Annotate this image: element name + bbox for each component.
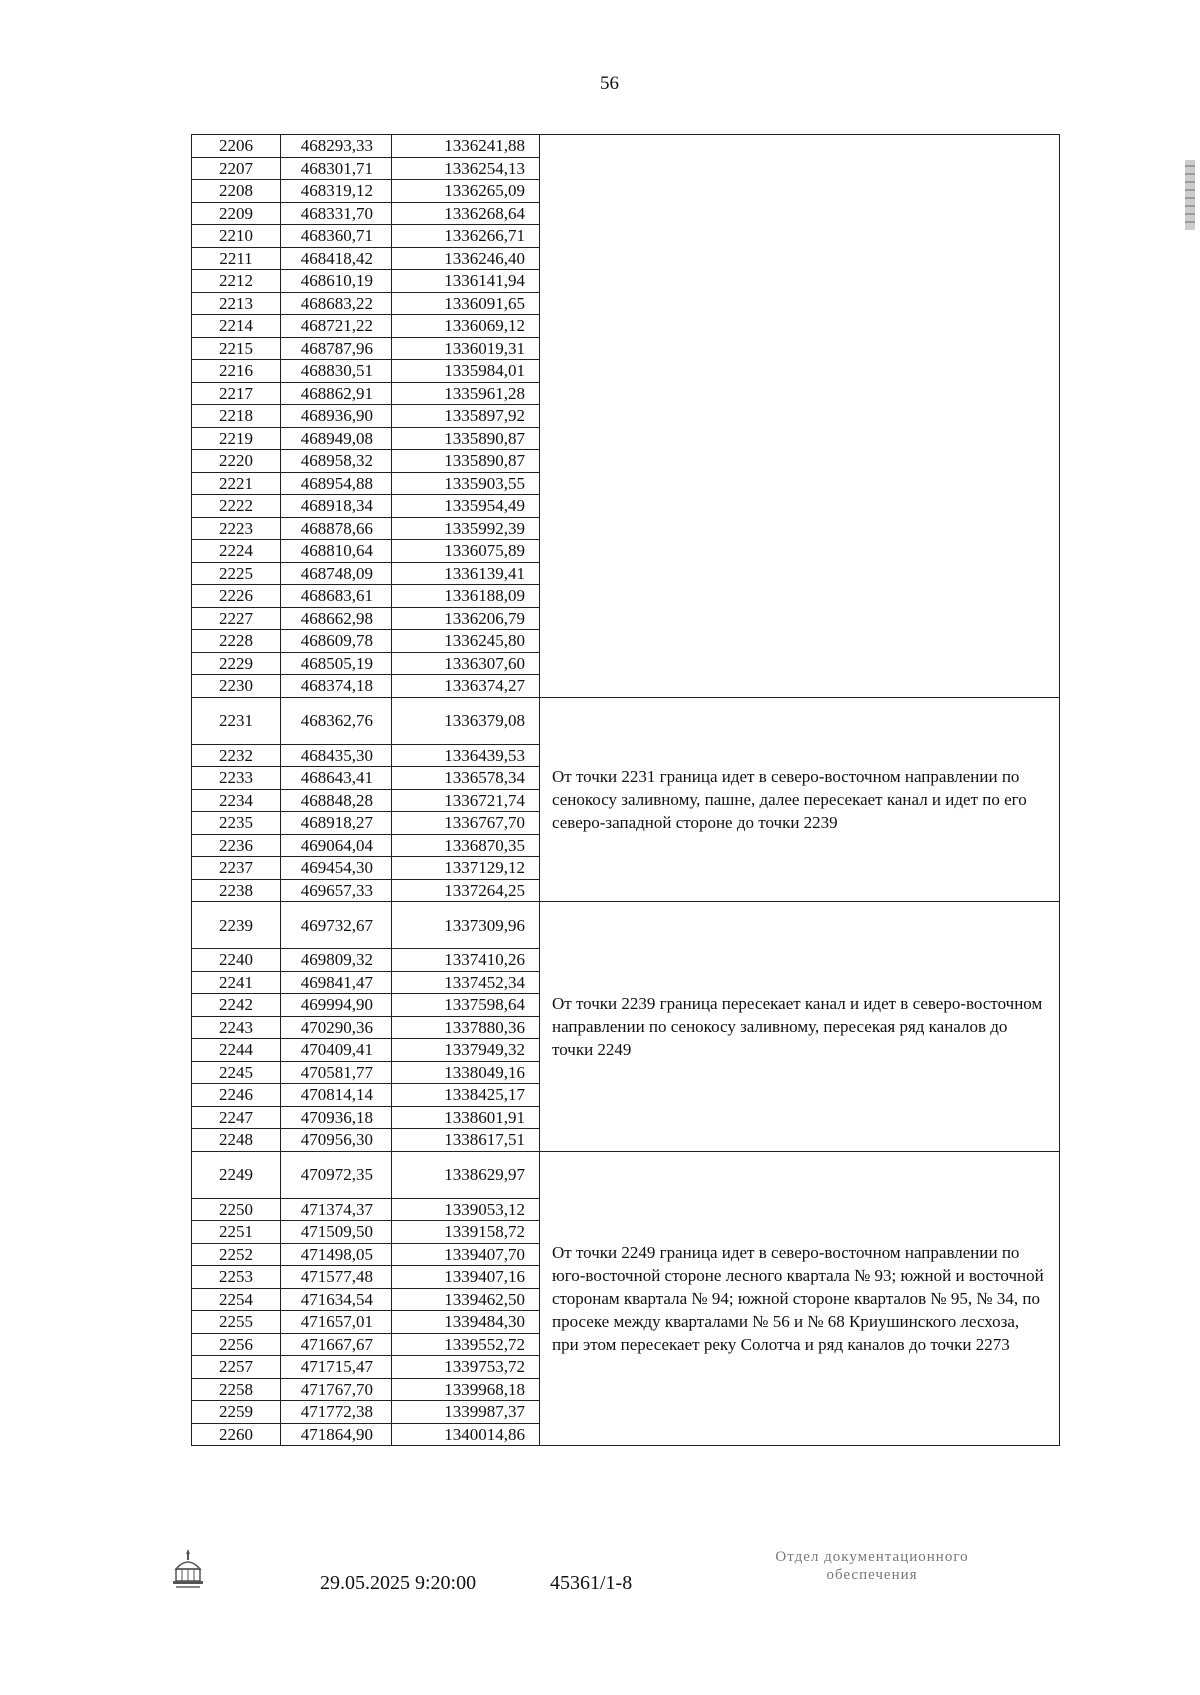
- coordinate-y: 1339407,16: [392, 1266, 540, 1289]
- boundary-description: От точки 2249 граница идет в северо-восточном направлении по юго-восточной стороне лесного квартала № 93; южной и восточной сторонам квартала № 94; южной стороне кварталов № 95, № 34, по просеке между кварталами № 56 и № 68 Криушинского лесхоза, при этом пересекает реку Солотча и ряд каналов до точки 2273: [540, 1151, 1060, 1446]
- coordinate-x: 468435,30: [281, 744, 392, 767]
- coordinate-x: 468301,71: [281, 157, 392, 180]
- point-number: 2257: [192, 1356, 281, 1379]
- coordinate-x: 468374,18: [281, 675, 392, 698]
- coordinate-x: 468878,66: [281, 517, 392, 540]
- coordinate-y: 1339987,37: [392, 1401, 540, 1424]
- stamp-line-2: обеспечения: [826, 1567, 918, 1583]
- point-number: 2255: [192, 1311, 281, 1334]
- coordinate-x: 470972,35: [281, 1151, 392, 1198]
- point-number: 2234: [192, 789, 281, 812]
- coordinate-y: 1336139,41: [392, 562, 540, 585]
- point-number: 2206: [192, 135, 281, 158]
- coordinate-x: 469809,32: [281, 949, 392, 972]
- point-number: 2254: [192, 1288, 281, 1311]
- boundary-description: От точки 2239 граница пересекает канал и идет в северо-восточном направлении по сенокосу заливному, пересекая ряд каналов до точки 2249: [540, 902, 1060, 1152]
- point-number: 2216: [192, 360, 281, 383]
- coordinate-y: 1339968,18: [392, 1378, 540, 1401]
- coordinate-y: 1336246,40: [392, 247, 540, 270]
- coordinate-y: 1339053,12: [392, 1198, 540, 1221]
- coordinate-x: 468862,91: [281, 382, 392, 405]
- coordinate-x: 468610,19: [281, 270, 392, 293]
- coordinate-x: 471667,67: [281, 1333, 392, 1356]
- point-number: 2225: [192, 562, 281, 585]
- coordinate-x: 470936,18: [281, 1106, 392, 1129]
- coordinate-y: 1335984,01: [392, 360, 540, 383]
- point-number: 2210: [192, 225, 281, 248]
- coordinate-x: 468362,76: [281, 697, 392, 744]
- coordinate-y: 1335954,49: [392, 495, 540, 518]
- point-number: 2256: [192, 1333, 281, 1356]
- table-row: [192, 1151, 1060, 1198]
- coordinate-x: 468662,98: [281, 607, 392, 630]
- coordinate-x: 470956,30: [281, 1129, 392, 1152]
- coordinate-x: 468683,61: [281, 585, 392, 608]
- coordinate-y: 1339158,72: [392, 1221, 540, 1244]
- coordinate-y: 1336245,80: [392, 630, 540, 653]
- coordinate-x: 468918,27: [281, 812, 392, 835]
- coordinate-y: 1340014,86: [392, 1423, 540, 1446]
- table-row: [192, 697, 1060, 744]
- coordinate-x: 468609,78: [281, 630, 392, 653]
- point-number: 2258: [192, 1378, 281, 1401]
- coordinate-y: 1336721,74: [392, 789, 540, 812]
- coordinate-y: 1335961,28: [392, 382, 540, 405]
- coordinate-y: 1336307,60: [392, 652, 540, 675]
- emblem-logo: [168, 1545, 208, 1591]
- coordinate-y: 1336266,71: [392, 225, 540, 248]
- point-number: 2229: [192, 652, 281, 675]
- coordinate-x: 469454,30: [281, 857, 392, 880]
- point-number: 2239: [192, 902, 281, 949]
- coordinate-x: 468721,22: [281, 315, 392, 338]
- point-number: 2237: [192, 857, 281, 880]
- coordinate-x: 469657,33: [281, 879, 392, 902]
- point-number: 2242: [192, 994, 281, 1017]
- point-number: 2253: [192, 1266, 281, 1289]
- coordinate-y: 1339407,70: [392, 1243, 540, 1266]
- coordinate-y: 1336374,27: [392, 675, 540, 698]
- point-number: 2232: [192, 744, 281, 767]
- point-number: 2249: [192, 1151, 281, 1198]
- boundary-description: От точки 2231 граница идет в северо-восточном направлении по сенокосу заливному, пашне, далее пересекает канал и идет по его северо-западной стороне до точки 2239: [540, 697, 1060, 902]
- coordinate-y: 1337598,64: [392, 994, 540, 1017]
- coordinate-x: 468918,34: [281, 495, 392, 518]
- coordinate-y: 1338049,16: [392, 1061, 540, 1084]
- coordinate-x: 471657,01: [281, 1311, 392, 1334]
- point-number: 2215: [192, 337, 281, 360]
- coordinate-x: 471864,90: [281, 1423, 392, 1446]
- coordinate-y: 1339462,50: [392, 1288, 540, 1311]
- coordinate-y: 1336091,65: [392, 292, 540, 315]
- coordinate-y: 1336241,88: [392, 135, 540, 158]
- coordinate-x: 468954,88: [281, 472, 392, 495]
- coordinate-x: 471772,38: [281, 1401, 392, 1424]
- point-number: 2248: [192, 1129, 281, 1152]
- coordinate-x: 468683,22: [281, 292, 392, 315]
- coordinates-table: [191, 134, 1060, 1446]
- point-number: 2224: [192, 540, 281, 563]
- point-number: 2236: [192, 834, 281, 857]
- coordinate-x: 469994,90: [281, 994, 392, 1017]
- point-number: 2212: [192, 270, 281, 293]
- point-number: 2221: [192, 472, 281, 495]
- point-number: 2227: [192, 607, 281, 630]
- coordinate-x: 468643,41: [281, 767, 392, 790]
- point-number: 2208: [192, 180, 281, 203]
- stamp-line-1: Отдел документационного: [775, 1549, 969, 1565]
- coordinate-x: 468787,96: [281, 337, 392, 360]
- coordinate-x: 468360,71: [281, 225, 392, 248]
- coordinate-y: 1338601,91: [392, 1106, 540, 1129]
- coordinate-y: 1336767,70: [392, 812, 540, 835]
- point-number: 2250: [192, 1198, 281, 1221]
- point-number: 2244: [192, 1039, 281, 1062]
- point-number: 2241: [192, 971, 281, 994]
- coordinate-y: 1335890,87: [392, 427, 540, 450]
- point-number: 2207: [192, 157, 281, 180]
- table-row: [192, 135, 1060, 158]
- point-number: 2245: [192, 1061, 281, 1084]
- point-number: 2259: [192, 1401, 281, 1424]
- scan-artifact-mark: [1183, 160, 1197, 230]
- point-number: 2217: [192, 382, 281, 405]
- coordinate-y: 1337309,96: [392, 902, 540, 949]
- coordinate-y: 1335903,55: [392, 472, 540, 495]
- coordinate-y: 1337410,26: [392, 949, 540, 972]
- coordinate-x: 468810,64: [281, 540, 392, 563]
- coordinate-y: 1336870,35: [392, 834, 540, 857]
- coordinate-y: 1336019,31: [392, 337, 540, 360]
- point-number: 2213: [192, 292, 281, 315]
- point-number: 2218: [192, 405, 281, 428]
- coordinate-x: 469064,04: [281, 834, 392, 857]
- coordinate-x: 469732,67: [281, 902, 392, 949]
- coordinate-y: 1339484,30: [392, 1311, 540, 1334]
- coordinate-x: 471509,50: [281, 1221, 392, 1244]
- table-row: [192, 902, 1060, 949]
- point-number: 2246: [192, 1084, 281, 1107]
- point-number: 2222: [192, 495, 281, 518]
- point-number: 2228: [192, 630, 281, 653]
- point-number: 2247: [192, 1106, 281, 1129]
- coordinate-x: 471374,37: [281, 1198, 392, 1221]
- coordinate-y: 1339753,72: [392, 1356, 540, 1379]
- coordinate-x: 470409,41: [281, 1039, 392, 1062]
- coordinate-y: 1335890,87: [392, 450, 540, 473]
- coordinate-y: 1336265,09: [392, 180, 540, 203]
- footer-date: 29.05.2025 9:20:00: [320, 1572, 477, 1594]
- point-number: 2230: [192, 675, 281, 698]
- point-number: 2233: [192, 767, 281, 790]
- point-number: 2240: [192, 949, 281, 972]
- point-number: 2235: [192, 812, 281, 835]
- coordinate-y: 1336188,09: [392, 585, 540, 608]
- coordinate-x: 468331,70: [281, 202, 392, 225]
- boundary-description-empty: [540, 135, 1060, 698]
- point-number: 2219: [192, 427, 281, 450]
- coordinate-x: 471498,05: [281, 1243, 392, 1266]
- point-number: 2209: [192, 202, 281, 225]
- coordinate-x: 468936,90: [281, 405, 392, 428]
- coordinate-y: 1337452,34: [392, 971, 540, 994]
- coordinate-x: 468748,09: [281, 562, 392, 585]
- point-number: 2223: [192, 517, 281, 540]
- point-number: 2243: [192, 1016, 281, 1039]
- coordinate-y: 1337880,36: [392, 1016, 540, 1039]
- coordinate-x: 471767,70: [281, 1378, 392, 1401]
- coordinate-y: 1336268,64: [392, 202, 540, 225]
- coordinate-y: 1338617,51: [392, 1129, 540, 1152]
- coordinate-y: 1337129,12: [392, 857, 540, 880]
- coordinate-y: 1337264,25: [392, 879, 540, 902]
- coordinate-y: 1339552,72: [392, 1333, 540, 1356]
- point-number: 2226: [192, 585, 281, 608]
- coordinate-y: 1337949,32: [392, 1039, 540, 1062]
- coordinate-x: 468830,51: [281, 360, 392, 383]
- page-number: 56: [600, 73, 619, 94]
- coordinate-y: 1338425,17: [392, 1084, 540, 1107]
- coordinate-x: 470814,14: [281, 1084, 392, 1107]
- coordinate-y: 1336075,89: [392, 540, 540, 563]
- coordinate-y: 1336141,94: [392, 270, 540, 293]
- point-number: 2214: [192, 315, 281, 338]
- coordinate-x: 468418,42: [281, 247, 392, 270]
- point-number: 2252: [192, 1243, 281, 1266]
- coordinate-y: 1336206,79: [392, 607, 540, 630]
- point-number: 2260: [192, 1423, 281, 1446]
- point-number: 2251: [192, 1221, 281, 1244]
- coordinate-y: 1335992,39: [392, 517, 540, 540]
- coordinate-x: 468319,12: [281, 180, 392, 203]
- coordinate-x: 468848,28: [281, 789, 392, 812]
- coordinate-x: 471577,48: [281, 1266, 392, 1289]
- coordinate-x: 468958,32: [281, 450, 392, 473]
- footer-reference: 45361/1-8: [550, 1572, 633, 1594]
- coordinate-x: 470290,36: [281, 1016, 392, 1039]
- coordinate-x: 470581,77: [281, 1061, 392, 1084]
- coordinate-y: 1336069,12: [392, 315, 540, 338]
- coordinate-y: 1338629,97: [392, 1151, 540, 1198]
- coordinate-y: 1336379,08: [392, 697, 540, 744]
- coordinate-x: 468949,08: [281, 427, 392, 450]
- coordinate-x: 468293,33: [281, 135, 392, 158]
- coordinate-y: 1335897,92: [392, 405, 540, 428]
- coordinate-y: 1336254,13: [392, 157, 540, 180]
- point-number: 2231: [192, 697, 281, 744]
- coordinate-x: 469841,47: [281, 971, 392, 994]
- coordinate-y: 1336578,34: [392, 767, 540, 790]
- point-number: 2211: [192, 247, 281, 270]
- point-number: 2238: [192, 879, 281, 902]
- coordinate-y: 1336439,53: [392, 744, 540, 767]
- department-stamp: [722, 1548, 1022, 1584]
- coordinate-x: 468505,19: [281, 652, 392, 675]
- point-number: 2220: [192, 450, 281, 473]
- coordinate-x: 471634,54: [281, 1288, 392, 1311]
- coordinate-x: 471715,47: [281, 1356, 392, 1379]
